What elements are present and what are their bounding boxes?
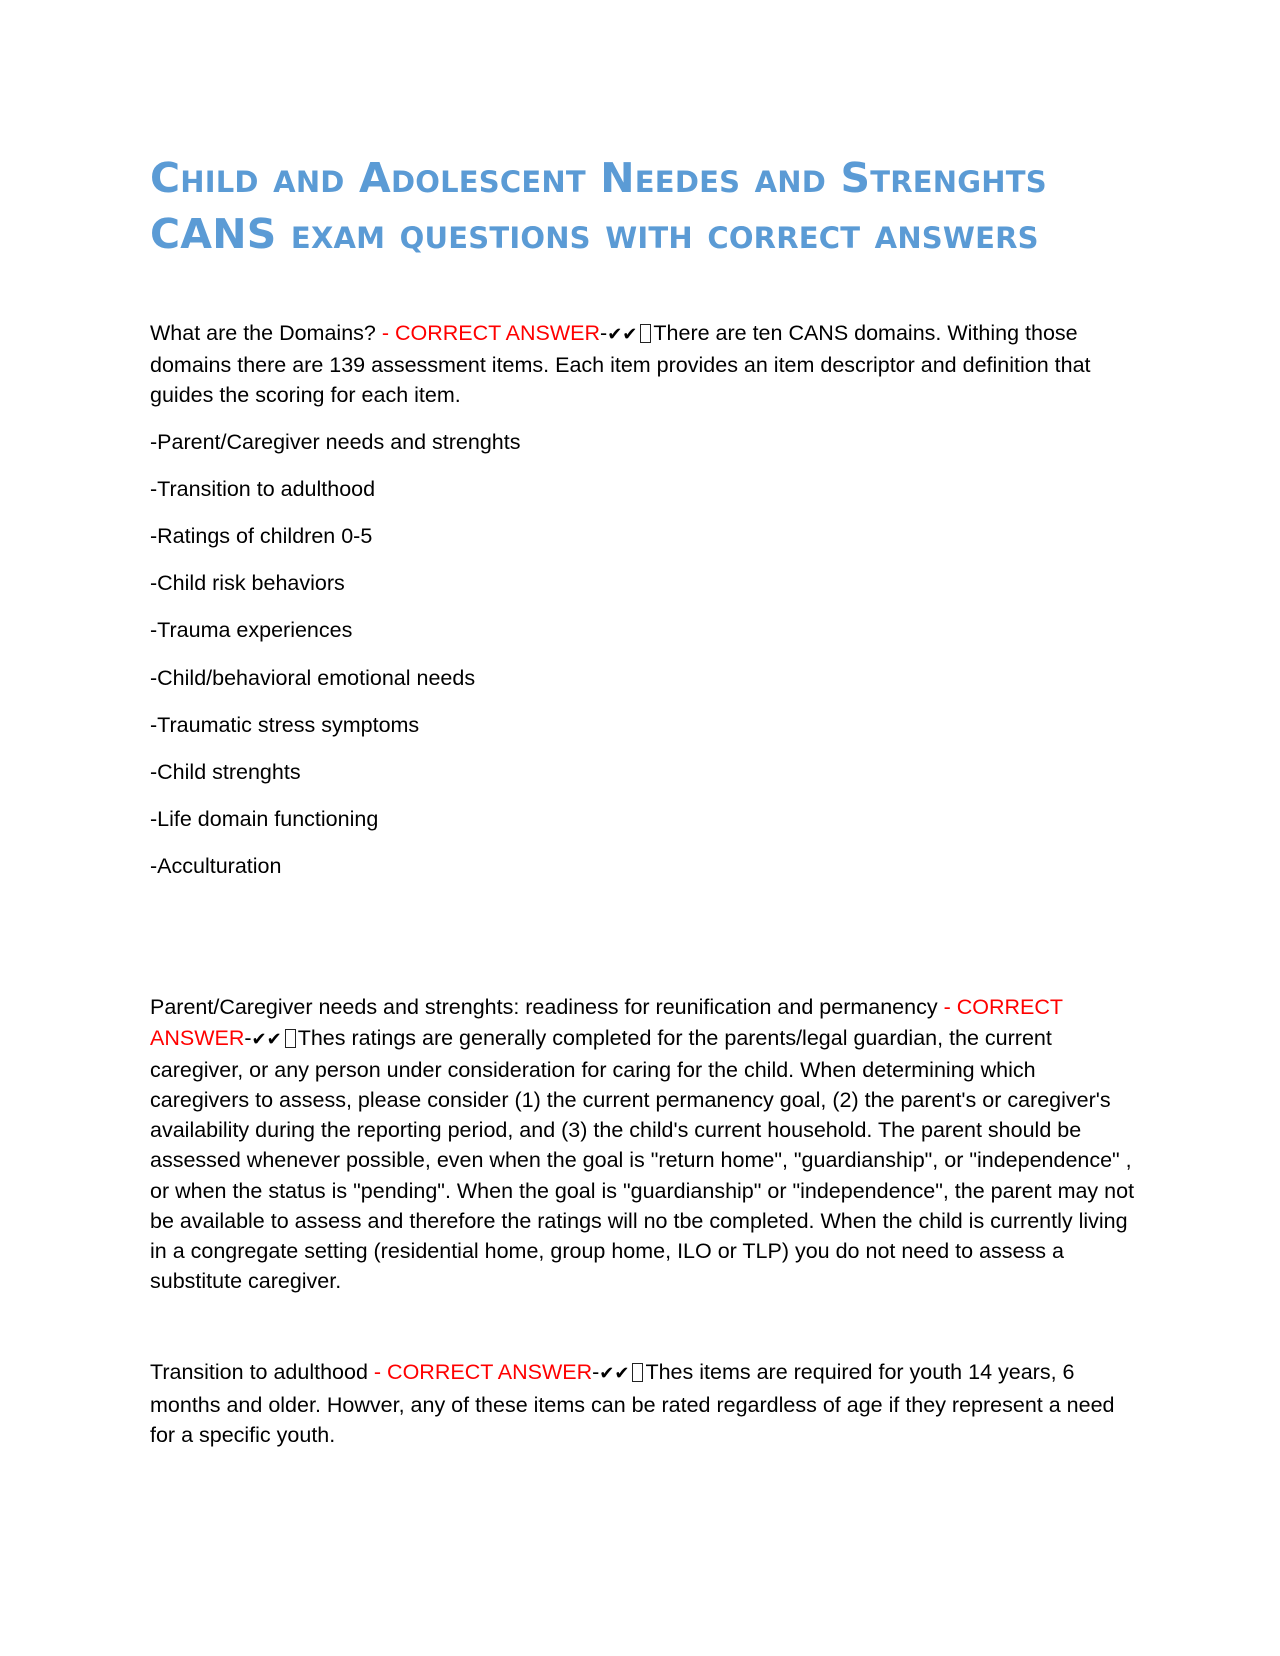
- qa-item-parent-caregiver: [150, 992, 1135, 1296]
- answer-separator: -: [600, 321, 608, 345]
- domain-item: -Life domain functioning: [150, 807, 379, 832]
- answer-text: Thes ratings are generally completed for the parents/legal guardian, the current caregiver, or any person under consideration for caring for the child. When determining which caregivers to assess, please consider (1) the current permanency goal, (2) the parent's or caregiver's availability during the reporting period, and (3) the child's current household. The parent should be assessed whenever possible, even when the goal is "return home", "guardianship", or "independence" , or when the status is "pending". When the goal is "guardianship" or "independence", the parent may not be available to assess and therefore the ratings will no tbe completed. When the child is currently living in a congregate setting (residential home, group home, ILO or TLP) you do not need to assess a substitute caregiver.: [150, 1025, 1135, 1294]
- domain-item: -Trauma experiences: [150, 618, 353, 643]
- correct-answer-label: - CORRECT ANSWER: [375, 321, 601, 345]
- domain-item: -Child strenghts: [150, 759, 301, 784]
- answer-separator: -: [592, 1360, 600, 1385]
- correct-answer-label: - CORRECT ANSWER: [367, 1360, 593, 1385]
- correct-answer-label: - CORRECT ANSWER: [150, 995, 1063, 1050]
- check-marks-icon: ✔✔: [607, 324, 638, 345]
- question-text: What are the Domains?: [150, 321, 376, 345]
- document-content: [150, 150, 1135, 1450]
- document-title: Child and Adolescent Needes and Strenghts CANS exam questions with correct answers: [150, 154, 1047, 258]
- domain-list: [150, 427, 1135, 882]
- qa-item-domains: [150, 318, 1135, 411]
- missing-glyph-icon: [285, 1029, 296, 1048]
- answer-text: There are ten CANS domains. Withing those domains there are 139 assessment items. Each item provides an item descriptor and definition that guides the scoring for each item.: [150, 321, 1091, 408]
- missing-glyph-icon: [632, 1363, 643, 1382]
- domain-item: -Parent/Caregiver needs and strenghts: [150, 429, 521, 454]
- answer-text: Thes items are required for youth 14 years, 6 months and older. Howver, any of these items can be rated regardless of age if they represent a need for a specific youth.: [150, 1360, 1115, 1447]
- domain-item: -Traumatic stress symptoms: [150, 712, 420, 737]
- check-marks-icon: ✔✔: [251, 1028, 282, 1050]
- question-text: Transition to adulthood: [150, 1360, 368, 1385]
- domain-item: -Child risk behaviors: [150, 571, 345, 596]
- question-text: Parent/Caregiver needs and strenghts: readiness for reunification and permanency: [150, 995, 938, 1020]
- domain-item: -Ratings of children 0-5: [150, 523, 373, 548]
- qa-item-transition: [150, 1357, 1135, 1450]
- domain-item: -Transition to adulthood: [150, 476, 376, 501]
- domain-item: -Acculturation: [150, 854, 282, 879]
- domain-item: -Child/behavioral emotional needs: [150, 665, 476, 690]
- missing-glyph-icon: [640, 324, 651, 343]
- check-marks-icon: ✔✔: [599, 1363, 630, 1385]
- answer-separator: -: [244, 1025, 252, 1050]
